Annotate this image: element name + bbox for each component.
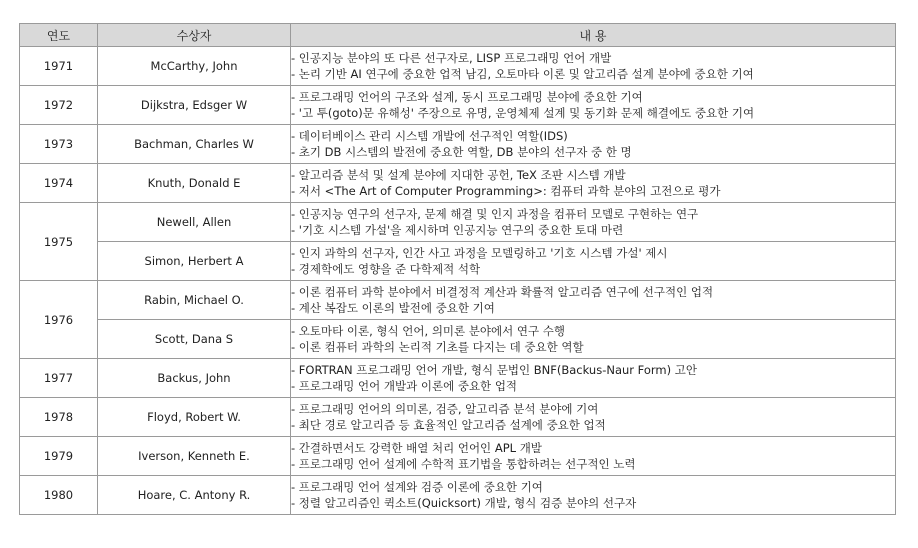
year-cell: 1974 xyxy=(20,164,98,203)
content-line: - 정렬 알고리즘인 퀵소트(Quicksort) 개발, 형식 검증 분야의 선구자 xyxy=(291,496,637,510)
laureate-cell: Dijkstra, Edsger W xyxy=(98,86,291,125)
content-cell xyxy=(291,86,896,125)
laureate-cell: Scott, Dana S xyxy=(98,320,291,359)
year-cell: 1977 xyxy=(20,359,98,398)
year-cell: 1973 xyxy=(20,125,98,164)
table-row xyxy=(20,320,896,359)
laureate-cell: Iverson, Kenneth E. xyxy=(98,437,291,476)
table-row xyxy=(20,86,896,125)
header-laureate: 수상자 xyxy=(98,24,291,47)
year-cell: 1978 xyxy=(20,398,98,437)
laureate-cell: Rabin, Michael O. xyxy=(98,281,291,320)
content-cell xyxy=(291,476,896,515)
table-row xyxy=(20,359,896,398)
content-line: - 초기 DB 시스템의 발전에 중요한 역할, DB 분야의 선구자 중 한 명 xyxy=(291,145,632,159)
content-line: - 프로그래밍 언어 설계에 수학적 표기법을 통합하려는 선구적인 노력 xyxy=(291,457,636,471)
header-content: 내 용 xyxy=(291,24,896,47)
content-line: - 최단 경로 알고리즘 등 효율적인 알고리즘 설계에 중요한 업적 xyxy=(291,418,606,432)
table-row xyxy=(20,47,896,86)
content-cell xyxy=(291,164,896,203)
table-row xyxy=(20,125,896,164)
year-cell: 1980 xyxy=(20,476,98,515)
content-line: - '기호 시스템 가설'을 제시하며 인공지능 연구의 중요한 토대 마련 xyxy=(291,223,624,237)
table-row xyxy=(20,476,896,515)
content-cell xyxy=(291,281,896,320)
turing-award-table xyxy=(19,23,896,515)
content-line: - 이론 컴퓨터 과학의 논리적 기초를 다지는 데 중요한 역할 xyxy=(291,340,584,354)
content-line: - 논리 기반 AI 연구에 중요한 업적 남김, 오토마타 이론 및 알고리즘 설계 분야에 중요한 기여 xyxy=(291,67,754,81)
content-line: - 계산 복잡도 이론의 발전에 중요한 기여 xyxy=(291,301,495,315)
table-row xyxy=(20,164,896,203)
table-row xyxy=(20,242,896,281)
content-cell xyxy=(291,398,896,437)
laureate-cell: McCarthy, John xyxy=(98,47,291,86)
content-line: - '고 투(goto)문 유해성' 주장으로 유명, 운영체제 설계 및 동기화 문제 해결에도 중요한 기여 xyxy=(291,106,755,120)
content-line: - 인공지능 분야의 또 다른 선구자로, LISP 프로그래밍 언어 개발 xyxy=(291,51,612,65)
year-cell: 1972 xyxy=(20,86,98,125)
table-row xyxy=(20,203,896,242)
content-line: - 오토마타 이론, 형식 언어, 의미론 분야에서 연구 수행 xyxy=(291,324,565,338)
laureate-cell: Bachman, Charles W xyxy=(98,125,291,164)
content-cell xyxy=(291,47,896,86)
header-year: 연도 xyxy=(20,24,98,47)
content-cell xyxy=(291,203,896,242)
laureate-cell: Hoare, C. Antony R. xyxy=(98,476,291,515)
content-cell xyxy=(291,359,896,398)
content-line: - 저서 <The Art of Computer Programming>: 컴퓨터 과학 분야의 고전으로 평가 xyxy=(291,184,721,198)
content-line: - FORTRAN 프로그래밍 언어 개발, 형식 문법인 BNF(Backus-Naur Form) 고안 xyxy=(291,363,697,377)
laureate-cell: Backus, John xyxy=(98,359,291,398)
content-line: - 인지 과학의 선구자, 인간 사고 과정을 모델링하고 '기호 시스템 가설' 제시 xyxy=(291,246,668,260)
content-cell xyxy=(291,320,896,359)
content-line: - 이론 컴퓨터 과학 분야에서 비결정적 계산과 확률적 알고리즘 연구에 선구적인 업적 xyxy=(291,285,714,299)
year-cell: 1976 xyxy=(20,281,98,359)
content-line: - 프로그래밍 언어의 의미론, 검증, 알고리즘 분석 분야에 기여 xyxy=(291,402,599,416)
table-row xyxy=(20,437,896,476)
laureate-cell: Knuth, Donald E xyxy=(98,164,291,203)
year-cell: 1979 xyxy=(20,437,98,476)
content-line: - 알고리즘 분석 및 설계 분야에 지대한 공헌, TeX 조판 시스템 개발 xyxy=(291,168,626,182)
content-cell xyxy=(291,125,896,164)
year-cell: 1971 xyxy=(20,47,98,86)
table-row xyxy=(20,281,896,320)
content-line: - 인공지능 연구의 선구자, 문제 해결 및 인지 과정을 컴퓨터 모델로 구현하는 연구 xyxy=(291,207,699,221)
content-cell xyxy=(291,437,896,476)
content-cell xyxy=(291,242,896,281)
laureate-cell: Floyd, Robert W. xyxy=(98,398,291,437)
header-row xyxy=(20,24,896,47)
table-row xyxy=(20,398,896,437)
laureate-cell: Newell, Allen xyxy=(98,203,291,242)
laureate-cell: Simon, Herbert A xyxy=(98,242,291,281)
content-line: - 프로그래밍 언어 설계와 검증 이론에 중요한 기여 xyxy=(291,480,543,494)
content-line: - 프로그래밍 언어 개발과 이론에 중요한 업적 xyxy=(291,379,518,393)
year-cell: 1975 xyxy=(20,203,98,281)
content-line: - 프로그래밍 언어의 구조와 설계, 동시 프로그래밍 분야에 중요한 기여 xyxy=(291,90,643,104)
content-line: - 간결하면서도 강력한 배열 처리 언어인 APL 개발 xyxy=(291,441,542,455)
content-line: - 경제학에도 영향을 준 다학제적 석학 xyxy=(291,262,481,276)
content-line: - 데이터베이스 관리 시스템 개발에 선구적인 역할(IDS) xyxy=(291,129,568,143)
